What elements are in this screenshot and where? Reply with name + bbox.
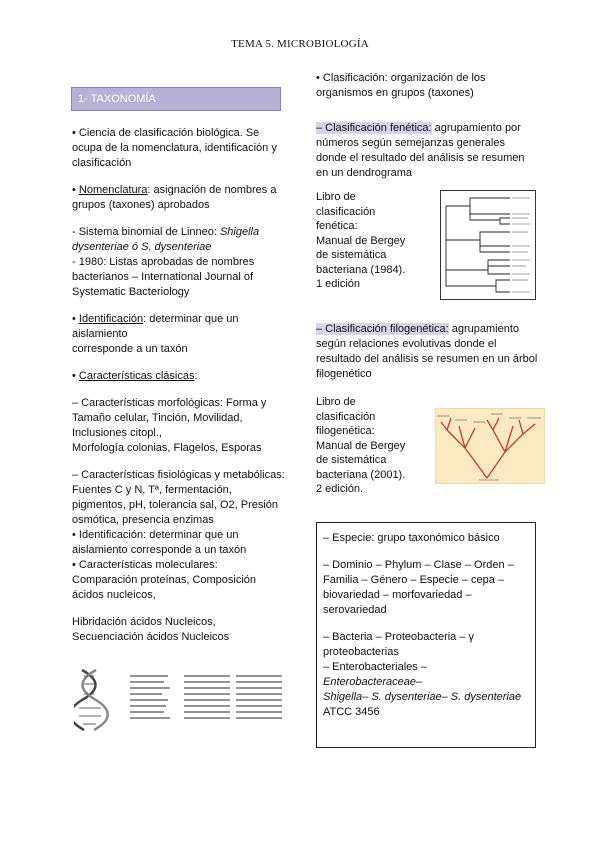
bullet: • <box>72 184 79 196</box>
phylogenetic-tree-figure <box>435 408 545 484</box>
morphological-line2: Morfología colonias, Flagelos, Esporas <box>72 442 262 454</box>
species-name: Shigella dysenteriae ó S. dysenteriae <box>72 226 260 253</box>
bullet: • <box>72 370 79 382</box>
caption-line: bacteriana (1984). <box>316 263 406 276</box>
enterobacteraceae-line: Enterobacteraceae– <box>323 676 423 688</box>
dna-helix-icon <box>74 670 108 730</box>
nomenclature-text: : asignación de nombres a grupos (taxones) aprobados <box>72 184 277 211</box>
phenetic-text: agrupamiento por números según semejanzas generales donde el resultado del análisis se resumen en un dendrograma <box>316 122 525 179</box>
caption-line: 2 edición. <box>316 483 364 495</box>
sequence-table-icon <box>130 676 282 718</box>
caption-line: de sistemática <box>316 454 387 466</box>
caption-line: Libro de <box>316 396 356 408</box>
classification-paragraph: • Clasificación: organización de los organismos en grupos (taxones) <box>316 72 486 99</box>
classic-colon: : <box>194 370 198 382</box>
caption-line: clasificación <box>316 205 376 218</box>
molecular-line2: Comparación proteínas, Composición ácidos nucleicos, <box>72 574 257 601</box>
left-column <box>72 126 287 645</box>
bergey-2001-caption <box>316 395 426 497</box>
identification-paragraph <box>72 312 287 342</box>
caption-line: fenética: <box>316 220 358 232</box>
identification-line2: corresponde a un taxón <box>72 343 188 355</box>
hybridization-line: Hibridación ácidos Nucleicos, <box>72 616 216 628</box>
phenetic-paragraph <box>316 121 538 181</box>
identification-text: : determinar que un aislamiento <box>72 313 239 340</box>
page-title: TEMA 5. MICROBIOLOGÍA <box>231 38 369 50</box>
identification-term: Identificación <box>78 313 144 325</box>
enterobacteriales-line: – Enterobacteriales – <box>323 661 427 673</box>
molecular-paragraph: • Características moleculares: <box>72 559 218 571</box>
caption-line: bacteriana (2001). <box>316 468 406 481</box>
physiological-line2: Fuentes C y N, Tª, fermentación, pigmentos, pH, tolerancia sal, O2, Presión osmótica, presencia enzimas <box>72 484 279 526</box>
classic-term: Características clásicas <box>78 370 195 382</box>
lists-paragraph: - 1980: Listas aprobadas de nombres bacterianos – International Journal of Systematic Bacteriology <box>72 256 255 298</box>
atcc-line: ATCC 3456 <box>323 706 380 718</box>
phylogenetic-section <box>316 322 538 382</box>
phylogenetic-paragraph <box>316 322 538 382</box>
phylogenetic-text: agrupamiento según relaciones evolutivas donde el resultado del análisis se resumen en un árbol filogenético <box>316 323 538 380</box>
caption-line: de sistemática <box>316 249 387 261</box>
morphological-paragraph: – Características morfológicas: Forma y Tamaño celular, Tinción, Movilidad, Inclusiones citopl., <box>72 397 267 439</box>
identification-bullet: • Identificación: determinar que un aislamiento corresponde a un taxón <box>72 529 247 556</box>
sequencing-line: Secuenciación ácidos Nucleicos <box>72 631 230 643</box>
caption-line: clasificación <box>316 410 376 423</box>
caption-line: Libro de <box>316 191 356 203</box>
phenetic-term: – Clasificación fenética: <box>316 122 432 134</box>
nomenclature-paragraph <box>72 183 287 213</box>
caption-line: Manual de Bergey <box>316 439 406 452</box>
linneo-paragraph <box>72 225 287 255</box>
bergey-1984-caption <box>316 190 426 292</box>
linneo-text: - Sistema binomial de Linneo: <box>72 226 220 238</box>
dendrogram-figure <box>440 190 536 300</box>
caption-line: Manual de Bergey <box>316 234 406 247</box>
paragraph: • Ciencia de clasificación biológica. Se ocupa de la nomenclatura, identificación y clasificación <box>72 127 277 169</box>
dna-sequence-figure <box>74 668 286 736</box>
caption-line: filogenética: <box>316 425 375 437</box>
nomenclature-term: Nomenclatura <box>78 184 148 196</box>
hierarchy-line: – Dominio – Phylum – Clase – Orden – Familia – Género – Especie – cepa – biovariedad – morfovariedad – serovariedad <box>323 559 514 616</box>
species-line: – Especie: grupo taxonómico básico <box>323 532 500 544</box>
physiological-paragraph: – Características fisiológicas y metabólicas: <box>72 469 285 481</box>
shigella-line: Shigella– S. dysenteriae– S. dysenteriae <box>323 691 522 703</box>
bullet: • <box>72 313 79 325</box>
bacteria-line: – Bacteria – Proteobacteria – γ proteobacterias <box>323 631 475 658</box>
caption-line: 1 edición <box>316 278 361 290</box>
taxonomy-hierarchy-box <box>316 522 536 748</box>
classic-characteristics <box>72 369 287 384</box>
section-header: 1- TAXONOMÍA <box>71 87 281 111</box>
right-column <box>316 71 538 181</box>
phylogenetic-term: – Clasificación filogenética: <box>316 323 449 335</box>
